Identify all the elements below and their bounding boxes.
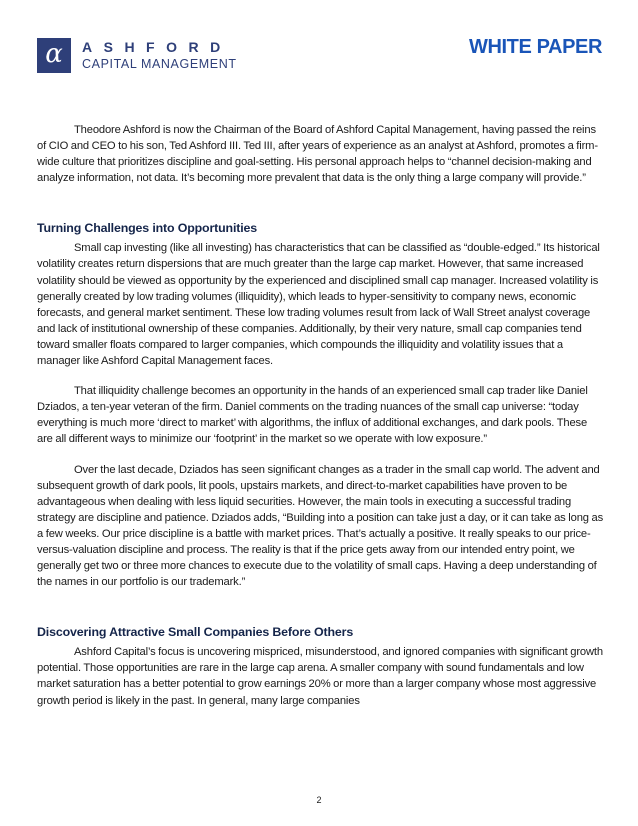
logo-company-name: ASHFORD	[82, 39, 232, 55]
intro-paragraph: Theodore Ashford is now the Chairman of the Board of Ashford Capital Management, having passed the reins of CIO and CEO to his son, Ted Ashford III. Ted III, after years of experience as an analyst at Ashford, promotes a firm-wide culture that prioritizes discipline and goal-setting. His personal approach helps to “channel decision-making and analyze information, not data. It’s becoming more prevalent that data is the only thing a large company will provide.”	[37, 124, 598, 185]
page-number: 2	[316, 795, 322, 805]
alpha-logo-icon: α	[37, 38, 71, 73]
body-paragraph: Over the last decade, Dziados has seen significant changes as a trader in the small cap world. The advent and subsequent growth of dark pools, lit pools, upstairs markets, and direct-to-market capabilities have proven to be advantageous when dealing with less liquid securities. However, the main tools in executing a successful trading strategy are discipline and patience. Dziados adds, “Building into a position can take just a day, or it can take as long as a few weeks. Our price discipline is a battle with market prices. That’s actually a positive. It really speaks to our price-versus-valuation discipline and process. The reality is that if the price gets away from our intended entry point, we generally get two or three more chances to execute due to the volatility of small caps. Having a deep understanding of the names in our portfolio is our trademark.”	[37, 463, 604, 589]
section-heading-challenges: Turning Challenges into Opportunities	[37, 221, 257, 236]
document-type-heading: WHITE PAPER	[468, 36, 602, 58]
document-body	[37, 122, 604, 709]
company-logo	[37, 38, 237, 78]
body-paragraph: Ashford Capital’s focus is uncovering mispriced, misunderstood, and ignored companies with significant growth potential. Those opportunities are rare in the large cap arena. A smaller company with sound fundamentals and low market saturation has a better potential to grow earnings 20% or more than a larger company whose most aggressive growth period is likely in the past. In general, many large companies	[37, 646, 603, 707]
logo-company-subtitle: CAPITAL MANAGEMENT	[82, 57, 237, 71]
section-heading-discovering: Discovering Attractive Small Companies Before Others	[37, 625, 354, 640]
body-paragraph: That illiquidity challenge becomes an opportunity in the hands of an experienced small cap trader like Daniel Dziados, a ten-year veteran of the firm. Daniel comments on the trading nuances of the small cap universe: “today everything is much more ‘direct to market’ with algorithms, the influx of additional exchanges, and dark pools. These are all different ways to minimize our ‘footprint’ in the market so we operate with low exposure.”	[37, 385, 588, 446]
body-paragraph: Small cap investing (like all investing) has characteristics that can be classified as “double-edged.” Its historical volatility creates return dispersions that are much greater than the large cap market. However, that same increased volatility should be viewed as opportunity by the experienced and disciplined small cap manager. Increased volatility is generally created by low trading volumes (illiquidity), which leads to hyper-sensitivity to company news, economic forecasts, and general market sentiment. These low trading volumes result from lack of Wall Street analyst coverage and lack of institutional ownership of these companies. Additionally, by their very nature, small cap companies tend toward smaller floats compared to larger companies, which compounds the illiquidity and volatility issues that a manager like Ashford Capital Management faces.	[37, 242, 600, 368]
